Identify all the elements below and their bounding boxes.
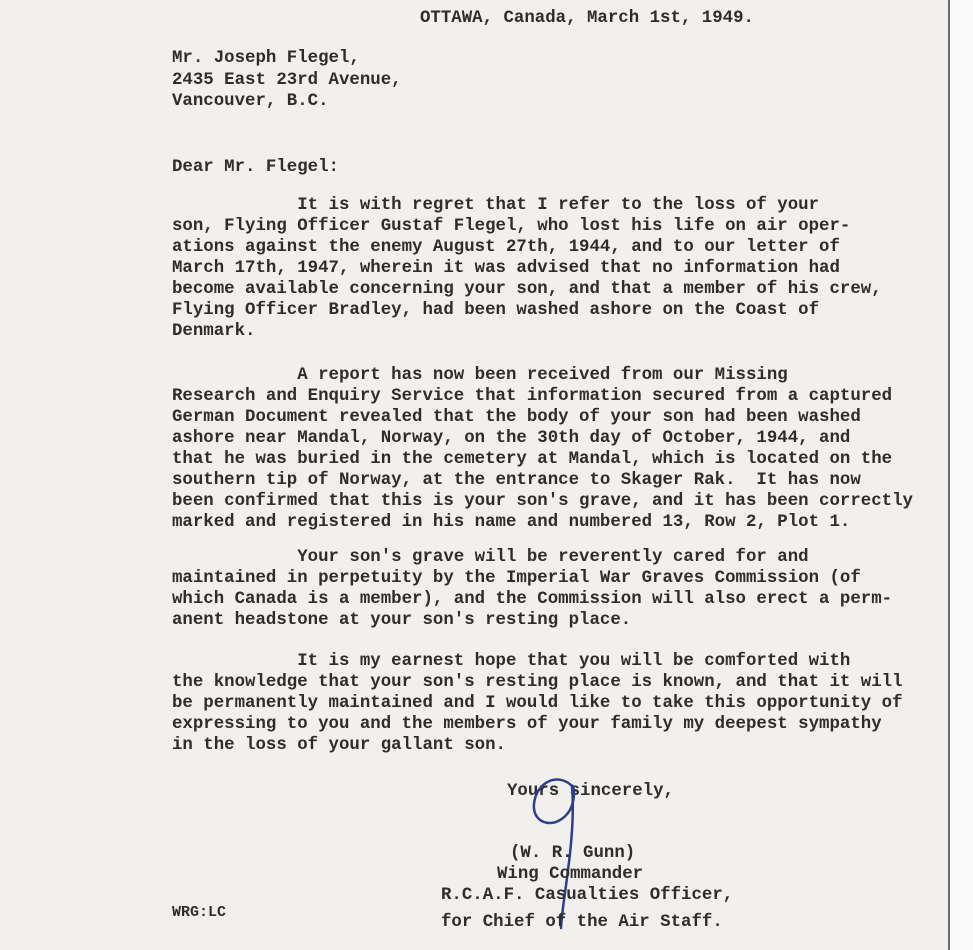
text-line: son, Flying Officer Gustaf Flegel, who lost his life on air oper- [172, 217, 851, 236]
text-line: that he was buried in the cemetery at Mandal, which is located on the [172, 450, 893, 469]
text-line: March 17th, 1947, wherein it was advised that no information had [172, 259, 840, 278]
signatory-name: (W. R. Gunn) [510, 844, 636, 863]
text-line: marked and registered in his name and numbered 13, Row 2, Plot 1. [172, 513, 851, 532]
text-line: ashore near Mandal, Norway, on the 30th day of October, 1944, and [172, 429, 851, 448]
signatory-rank: Wing Commander [497, 865, 644, 884]
recipient-street: 2435 East 23rd Avenue, [172, 71, 402, 90]
salutation: Dear Mr. Flegel: [172, 158, 339, 177]
page-margin [950, 0, 973, 950]
text-line: southern tip of Norway, at the entrance to Skager Rak. It has now [172, 471, 861, 490]
paragraph-1 [172, 195, 882, 342]
text-line: anent headstone at your son's resting place. [172, 611, 632, 630]
text-line: which Canada is a member), and the Commission will also erect a perm- [172, 590, 893, 609]
text-line: Research and Enquiry Service that information secured from a captured [172, 387, 893, 406]
text-line: Flying Officer Bradley, had been washed ashore on the Coast of [172, 301, 820, 320]
text-line: become available concerning your son, and that a member of his crew, [172, 280, 882, 299]
text-line: in the loss of your gallant son. [172, 736, 506, 755]
text-line: the knowledge that your son's resting place is known, and that it will [172, 673, 903, 692]
signatory-title: R.C.A.F. Casualties Officer, [441, 886, 734, 905]
text-line: Your son's grave will be reverently cared for and [172, 548, 809, 567]
text-line: German Document revealed that the body of your son had been washed [172, 408, 861, 427]
closing: Yours sincerely, [507, 782, 674, 801]
paragraph-2 [172, 365, 913, 533]
text-line: been confirmed that this is your son's grave, and it has been correctly [172, 492, 913, 511]
text-line: It is with regret that I refer to the loss of your [172, 196, 820, 215]
paragraph-3 [172, 547, 892, 631]
text-line: A report has now been received from our Missing [172, 366, 788, 385]
text-line: It is my earnest hope that you will be comforted with [172, 652, 851, 671]
recipient-city: Vancouver, B.C. [172, 92, 329, 111]
text-line: expressing to you and the members of your family my deepest sympathy [172, 715, 882, 734]
recipient-name: Mr. Joseph Flegel, [172, 49, 360, 68]
signatory-on-behalf: for Chief of the Air Staff. [441, 913, 723, 932]
text-line: ations against the enemy August 27th, 1944, and to our letter of [172, 238, 840, 257]
text-line: maintained in perpetuity by the Imperial War Graves Commission (of [172, 569, 861, 588]
reference-initials: WRG:LC [172, 904, 227, 921]
text-line: be permanently maintained and I would like to take this opportunity of [172, 694, 903, 713]
text-line: Denmark. [172, 322, 256, 341]
paragraph-4 [172, 651, 903, 756]
date-line: OTTAWA, Canada, March 1st, 1949. [420, 9, 754, 28]
